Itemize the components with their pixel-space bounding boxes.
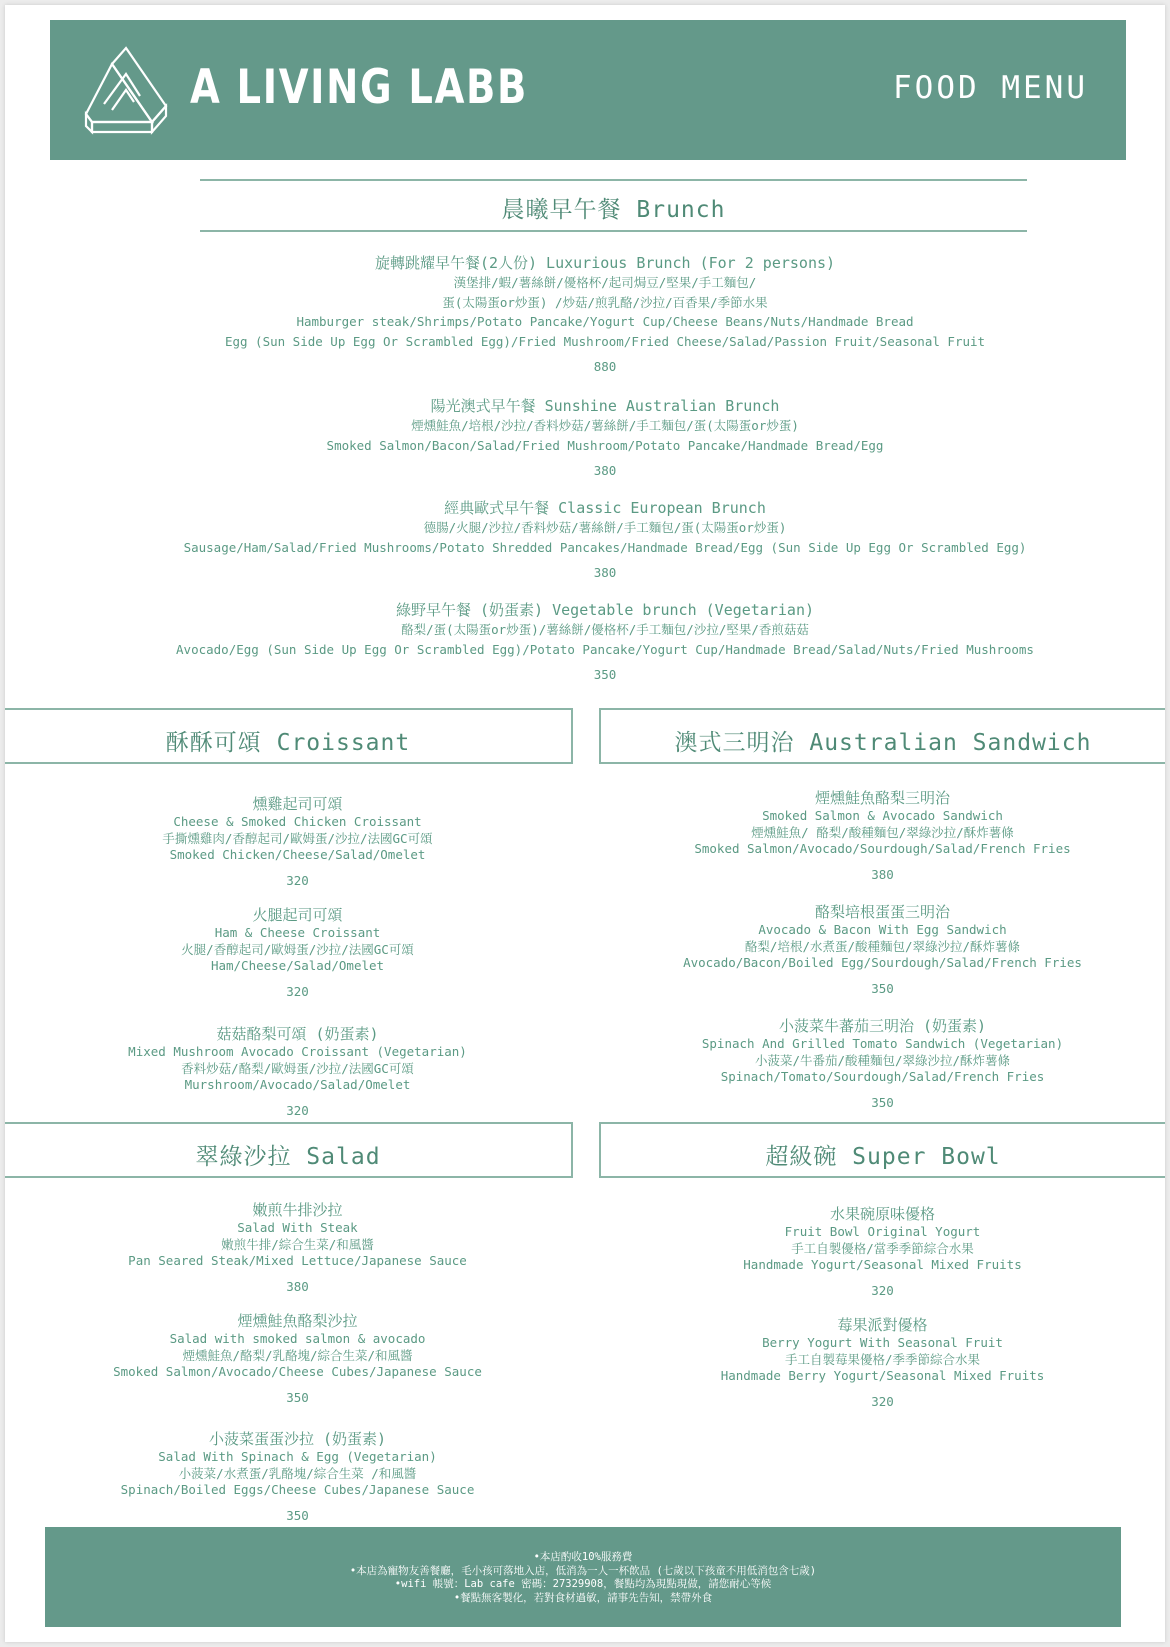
item-price: 320 bbox=[871, 1393, 894, 1409]
sandwich-header-box bbox=[599, 708, 1165, 764]
item-name: 莓果派對優格 bbox=[837, 1316, 928, 1334]
item-name: 旋轉跳耀早午餐(2人份) Luxurious Brunch (For 2 persons) bbox=[374, 254, 836, 272]
item-desc: 手撕燻雞肉/香醇起司/歐姆蛋/沙拉/法國GC可頌 bbox=[162, 830, 433, 846]
item-desc: Smoked Salmon/Avocado/Cheese Cubes/Japanese Sauce bbox=[113, 1364, 482, 1379]
item-desc: Spinach/Boiled Eggs/Cheese Cubes/Japanese Sauce bbox=[120, 1482, 475, 1497]
item-price: 380 bbox=[286, 1278, 309, 1294]
item-price: 350 bbox=[871, 980, 894, 996]
item-price: 350 bbox=[286, 1507, 309, 1523]
item-price: 320 bbox=[286, 1102, 309, 1118]
salad-item bbox=[5, 1311, 590, 1405]
brunch-item bbox=[105, 600, 1105, 682]
item-desc: Sausage/Ham/Salad/Fried Mushrooms/Potato Shredded Pancakes/Handmade Bread/Egg (Sun Side Up Egg Or Scrambled Egg) bbox=[183, 539, 1027, 555]
croissant-item bbox=[5, 1024, 590, 1118]
item-desc: 火腿/香醇起司/歐姆蛋/沙拉/法國GC可頌 bbox=[181, 941, 414, 957]
item-desc: Smoked Salmon/Bacon/Salad/Fried Mushroom/Potato Pancake/Handmade Bread/Egg bbox=[326, 437, 884, 453]
item-desc: 德腸/火腿/沙拉/香料炒菇/薯絲餅/手工麵包/蛋(太陽蛋or炒蛋) bbox=[423, 520, 787, 535]
croissant-item bbox=[5, 905, 590, 999]
item-desc: Avocado/Bacon/Boiled Egg/Sourdough/Salad/French Fries bbox=[683, 955, 1082, 970]
superbowl-item bbox=[590, 1315, 1170, 1409]
item-name: 菇菇酪梨可頌 (奶蛋素) bbox=[216, 1025, 379, 1043]
item-desc: 小菠菜/水煮蛋/乳酪塊/綜合生菜 /和風醬 bbox=[178, 1465, 417, 1481]
item-name: 小菠菜牛蕃茄三明治 (奶蛋素) bbox=[778, 1017, 987, 1035]
item-name: 綠野早午餐 (奶蛋素) Vegetable brunch (Vegetarian) bbox=[395, 601, 815, 619]
item-name: 酪梨培根蛋蛋三明治 bbox=[814, 903, 950, 921]
item-name: 經典歐式早午餐 Classic European Brunch bbox=[444, 499, 766, 517]
item-price: 350 bbox=[286, 1389, 309, 1405]
item-price: 380 bbox=[593, 463, 617, 478]
croissant-title: 酥酥可頌 Croissant bbox=[165, 730, 411, 756]
item-desc: Fruit Bowl Original Yogurt bbox=[784, 1224, 981, 1239]
item-desc: Spinach/Tomato/Sourdough/Salad/French Fries bbox=[720, 1069, 1045, 1084]
superbowl-item bbox=[590, 1204, 1170, 1298]
item-desc: Smoked Chicken/Cheese/Salad/Omelet bbox=[169, 847, 426, 862]
footer-line: •餐點無客製化，若對食材過敏，請事先告知，禁帶外食 bbox=[453, 1591, 713, 1604]
menu-page bbox=[5, 5, 1165, 1642]
item-name: 小菠菜蛋蛋沙拉 (奶蛋素) bbox=[208, 1430, 387, 1448]
croissant-header-box bbox=[5, 708, 573, 764]
item-desc: Smoked Salmon/Avocado/Sourdough/Salad/French Fries bbox=[694, 841, 1071, 856]
brunch-top-rule bbox=[200, 179, 1027, 181]
sandwich-item bbox=[590, 1016, 1170, 1110]
item-desc: Avocado/Egg (Sun Side Up Egg Or Scrambled Egg)/Potato Pancake/Yogurt Cup/Handmade Bread/Salad/Nuts/Fried Mushrooms bbox=[176, 641, 1034, 657]
sandwich-item bbox=[590, 788, 1170, 882]
item-desc: Berry Yogurt With Seasonal Fruit bbox=[762, 1335, 1003, 1350]
item-desc: 漢堡排/蝦/薯絲餅/優格杯/起司焗豆/堅果/手工麵包/ bbox=[453, 275, 757, 290]
item-name: 嫩煎牛排沙拉 bbox=[252, 1201, 343, 1219]
item-desc: Salad With Steak bbox=[237, 1220, 358, 1235]
footer-line: •wifi 帳號：Lab cafe 密碼：27329908，餐點均為現點現做，請您耐心等候 bbox=[394, 1578, 772, 1590]
brunch-item bbox=[105, 498, 1105, 580]
item-name: 燻雞起司可頌 bbox=[252, 795, 343, 813]
brunch-title: 晨曦早午餐 Brunch bbox=[501, 197, 726, 223]
item-desc: 嫩煎牛排/綜合生菜/和風醬 bbox=[221, 1236, 374, 1252]
item-desc: 煙燻鮭魚/ 酪梨/酸種麵包/翠綠沙拉/酥炸薯條 bbox=[751, 824, 1014, 840]
item-desc: 小菠菜/牛番茄/酸種麵包/翠綠沙拉/酥炸薯條 bbox=[754, 1052, 1011, 1068]
item-desc: Pan Seared Steak/Mixed Lettuce/Japanese Sauce bbox=[128, 1253, 467, 1268]
item-desc: 酪梨/蛋(太陽蛋or炒蛋)/薯絲餅/優格杯/手工麵包/沙拉/堅果/香煎菇菇 bbox=[401, 622, 809, 637]
sandwich-title: 澳式三明治 Australian Sandwich bbox=[674, 730, 1092, 756]
item-desc: Mixed Mushroom Avocado Croissant (Vegetarian) bbox=[128, 1044, 467, 1059]
item-desc: 煙燻鮭魚/培根/沙拉/香料炒菇/薯絲餅/手工麵包/蛋(太陽蛋or炒蛋) bbox=[411, 418, 799, 433]
item-desc: Smoked Salmon & Avocado Sandwich bbox=[762, 808, 1003, 823]
labb-logo-icon bbox=[82, 44, 170, 136]
item-desc: Ham/Cheese/Salad/Omelet bbox=[210, 958, 385, 973]
item-desc: Handmade Yogurt/Seasonal Mixed Fruits bbox=[743, 1257, 1022, 1272]
item-price: 350 bbox=[871, 1094, 894, 1110]
footer-line: •本店為寵物友善餐廳，毛小孩可落地入店，低消為一人一杯飲品 (七歲以下孩童不用低消包含七歲) bbox=[349, 1564, 817, 1577]
item-price: 880 bbox=[593, 359, 617, 374]
item-price: 350 bbox=[593, 667, 617, 682]
footer-line: •本店酌收10%服務費 bbox=[533, 1551, 633, 1563]
croissant-item bbox=[5, 794, 590, 888]
item-price: 320 bbox=[871, 1282, 894, 1298]
item-desc: 酪梨/培根/水煮蛋/酸種麵包/翠綠沙拉/酥炸薯條 bbox=[744, 938, 1021, 954]
item-price: 320 bbox=[286, 983, 309, 999]
brunch-bottom-rule bbox=[200, 230, 1027, 232]
menu-title: FOOD MENU bbox=[893, 70, 1088, 106]
item-name: 煙燻鮭魚酪梨沙拉 bbox=[237, 1312, 358, 1330]
item-desc: 手工自製莓果優格/季季節綜合水果 bbox=[784, 1351, 981, 1367]
item-price: 380 bbox=[593, 565, 617, 580]
item-desc: Hamburger steak/Shrimps/Potato Pancake/Yogurt Cup/Cheese Beans/Nuts/Handmade Bread bbox=[296, 314, 914, 329]
item-name: 煙燻鮭魚酪梨三明治 bbox=[814, 789, 950, 807]
item-desc: 煙燻鮭魚/酪梨/乳酪塊/綜合生菜/和風醬 bbox=[182, 1347, 413, 1363]
salad-item bbox=[5, 1429, 590, 1523]
item-desc: Handmade Berry Yogurt/Seasonal Mixed Fruits bbox=[720, 1368, 1045, 1383]
item-price: 380 bbox=[871, 866, 894, 882]
salad-item bbox=[5, 1200, 590, 1294]
item-price: 320 bbox=[286, 872, 309, 888]
item-desc: Ham & Cheese Croissant bbox=[214, 925, 381, 940]
item-name: 火腿起司可頌 bbox=[252, 906, 343, 924]
salad-header-box bbox=[5, 1122, 573, 1178]
superbowl-title: 超級碗 Super Bowl bbox=[765, 1144, 1001, 1170]
item-name: 水果碗原味優格 bbox=[829, 1205, 935, 1223]
item-desc: 香料炒菇/酪梨/歐姆蛋/沙拉/法國GC可頌 bbox=[181, 1060, 414, 1076]
brunch-item bbox=[105, 396, 1105, 478]
item-desc: Cheese & Smoked Chicken Croissant bbox=[173, 814, 422, 829]
footer-notice bbox=[45, 1527, 1121, 1627]
item-name: 陽光澳式早午餐 Sunshine Australian Brunch bbox=[430, 397, 780, 415]
item-desc: 蛋(太陽蛋or炒蛋) /炒菇/煎乳酪/沙拉/百香果/季節水果 bbox=[442, 294, 768, 310]
header-banner bbox=[50, 20, 1126, 160]
brand-name: A LIVING LABB bbox=[190, 60, 529, 115]
item-desc: Spinach And Grilled Tomato Sandwich (Vegetarian) bbox=[701, 1036, 1064, 1051]
superbowl-header-box bbox=[599, 1122, 1165, 1178]
item-desc: Egg (Sun Side Up Egg Or Scrambled Egg)/Fried Mushroom/Fried Cheese/Salad/Passion Fruit/Seasonal Fruit bbox=[224, 333, 986, 349]
item-desc: Murshroom/Avocado/Salad/Omelet bbox=[184, 1077, 411, 1092]
item-desc: 手工自製優格/當季季節綜合水果 bbox=[791, 1240, 974, 1256]
item-desc: Salad with smoked salmon & avocado bbox=[169, 1331, 426, 1346]
brunch-item bbox=[105, 253, 1105, 374]
item-desc: Avocado & Bacon With Egg Sandwich bbox=[758, 922, 1007, 937]
salad-title: 翠綠沙拉 Salad bbox=[195, 1144, 381, 1170]
item-desc: Salad With Spinach & Egg (Vegetarian) bbox=[158, 1449, 437, 1464]
sandwich-item bbox=[590, 902, 1170, 996]
